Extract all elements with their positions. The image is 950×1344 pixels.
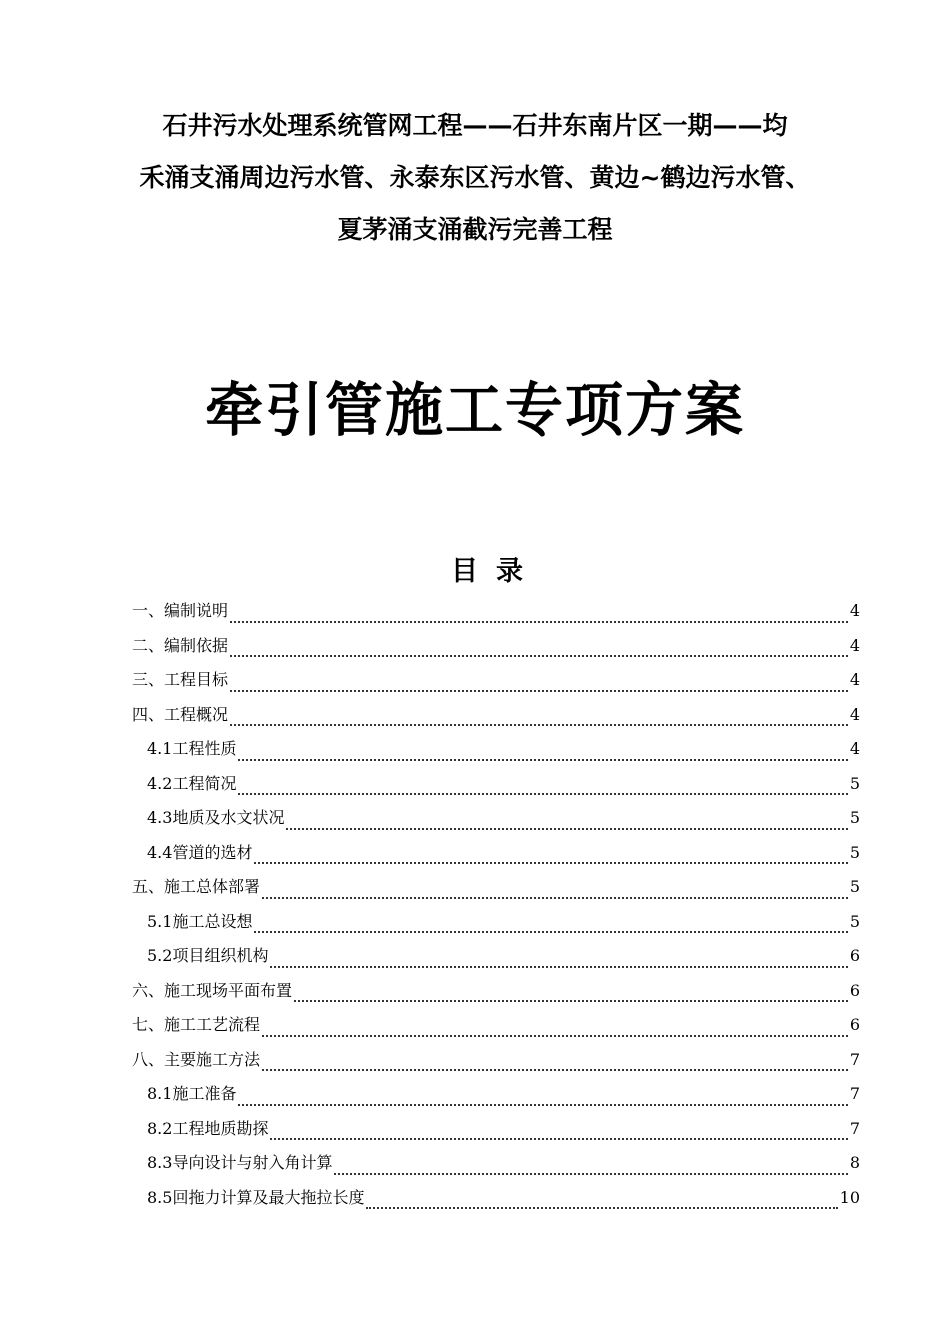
toc-entry[interactable]: [132, 804, 860, 839]
toc-entry[interactable]: [132, 770, 860, 805]
toc-entry-page-number: 6: [849, 980, 860, 1000]
toc-entry-number: 六、: [132, 980, 165, 1000]
toc-entry-label: 施工总体部署: [164, 877, 261, 896]
toc-entry[interactable]: [132, 735, 860, 770]
toc-entry-label: 工程性质: [172, 739, 237, 758]
toc-entry-number: 七、: [132, 1015, 165, 1034]
toc-entry-label: 编制依据: [164, 635, 229, 655]
toc-entry-page-number: 5: [849, 773, 860, 793]
toc-entry-page-number: 10: [839, 1187, 860, 1207]
toc-entry-number: 二、: [132, 635, 165, 655]
toc-dot-leader: [230, 620, 848, 623]
toc-entry-label: 回拖力计算及最大拖拉长度: [172, 1187, 365, 1207]
toc-dot-leader: [270, 965, 847, 968]
toc-dot-leader: [254, 861, 847, 864]
project-title-line: 石井污水处理系统管网工程——石井东南片区一期——均: [162, 111, 788, 140]
toc-dot-leader: [230, 723, 848, 726]
toc-entry-page-number: 6: [849, 1015, 860, 1034]
toc-entry-number: 八、: [132, 1049, 165, 1069]
toc-entry[interactable]: [132, 873, 860, 908]
toc-entry-page-number: 5: [849, 911, 860, 931]
project-title-line: 夏茅涌支涌截污完善工程: [337, 215, 613, 244]
toc-entry[interactable]: [132, 701, 860, 736]
toc-entry[interactable]: [132, 666, 860, 701]
toc-entry-page-number: 5: [849, 808, 860, 827]
toc-entry-page-number: 4: [849, 670, 860, 689]
toc-entry-page-number: 7: [849, 1118, 860, 1138]
toc-dot-leader: [366, 1206, 837, 1209]
toc-dot-leader: [230, 654, 848, 657]
toc-dot-leader: [262, 896, 848, 899]
toc-entry-number: 4.3: [147, 808, 173, 827]
toc-dot-leader: [238, 758, 847, 761]
project-title: [95, 100, 855, 256]
toc-entry-label: 编制说明: [164, 601, 229, 620]
toc-dot-leader: [286, 827, 847, 830]
toc-dot-leader: [238, 1103, 847, 1106]
toc-dot-leader: [238, 792, 847, 795]
toc-entry-number: 五、: [132, 877, 165, 896]
toc-heading: 目录: [451, 556, 541, 587]
toc-entry[interactable]: [132, 1046, 860, 1081]
toc-entry[interactable]: [132, 942, 860, 977]
toc-entry[interactable]: [132, 1011, 860, 1046]
toc-entry[interactable]: [132, 597, 860, 632]
toc-entry-label: 工程地质勘探: [172, 1118, 269, 1138]
toc-entry-label: 施工工艺流程: [164, 1015, 261, 1034]
toc-entry-page-number: 5: [849, 842, 860, 862]
table-of-contents: [132, 597, 860, 1218]
toc-entry-number: 5.1: [147, 911, 173, 931]
toc-entry-label: 管道的选材: [172, 842, 253, 862]
toc-entry-page-number: 7: [849, 1049, 860, 1069]
toc-entry-label: 主要施工方法: [164, 1049, 261, 1069]
toc-entry[interactable]: [132, 1080, 860, 1115]
toc-entry-page-number: 4: [849, 601, 860, 620]
toc-entry-label: 项目组织机构: [172, 946, 269, 965]
toc-entry-number: 三、: [132, 670, 165, 689]
toc-entry-number: 8.5: [147, 1187, 173, 1207]
toc-entry-page-number: 4: [849, 739, 860, 758]
toc-entry[interactable]: [132, 1115, 860, 1150]
toc-entry-number: 一、: [132, 601, 165, 620]
toc-entry[interactable]: [132, 908, 860, 943]
toc-dot-leader: [270, 1137, 847, 1140]
toc-entry[interactable]: [132, 977, 860, 1012]
toc-entry-page-number: 8: [849, 1153, 860, 1172]
toc-dot-leader: [262, 1034, 848, 1037]
toc-entry-number: 4.4: [147, 842, 173, 862]
toc-entry-page-number: 7: [849, 1084, 860, 1103]
toc-dot-leader: [334, 1172, 847, 1175]
toc-entry-number: 8.1: [147, 1084, 173, 1103]
toc-dot-leader: [254, 930, 847, 933]
toc-entry-number: 8.2: [147, 1118, 173, 1138]
toc-entry-page-number: 6: [849, 946, 860, 965]
toc-entry[interactable]: [132, 1184, 860, 1219]
toc-entry-label: 工程目标: [164, 670, 229, 689]
toc-entry[interactable]: [132, 1149, 860, 1184]
toc-entry-page-number: 4: [849, 704, 860, 724]
toc-entry-label: 地质及水文状况: [172, 808, 285, 827]
toc-dot-leader: [230, 689, 848, 692]
toc-entry-page-number: 5: [849, 877, 860, 896]
project-title-line: 禾涌支涌周边污水管、永泰东区污水管、黄边~鹤边污水管、: [139, 163, 811, 192]
toc-entry-number: 5.2: [147, 946, 173, 965]
toc-entry-number: 4.1: [147, 739, 173, 758]
toc-dot-leader: [262, 1068, 848, 1071]
toc-entry-label: 施工准备: [172, 1084, 237, 1103]
document-title: 牵引管施工专项方案: [204, 376, 745, 444]
toc-dot-leader: [294, 999, 848, 1002]
toc-entry-label: 工程概况: [164, 704, 229, 724]
toc-entry-number: 四、: [132, 704, 165, 724]
toc-entry-label: 施工总设想: [172, 911, 253, 931]
toc-entry[interactable]: [132, 632, 860, 667]
toc-entry-number: 4.2: [147, 773, 173, 793]
toc-entry-label: 施工现场平面布置: [164, 980, 293, 1000]
toc-entry-number: 8.3: [147, 1153, 173, 1172]
toc-entry-label: 工程简况: [172, 773, 237, 793]
toc-entry[interactable]: [132, 839, 860, 874]
toc-entry-page-number: 4: [849, 635, 860, 655]
toc-entry-label: 导向设计与射入角计算: [172, 1153, 333, 1172]
